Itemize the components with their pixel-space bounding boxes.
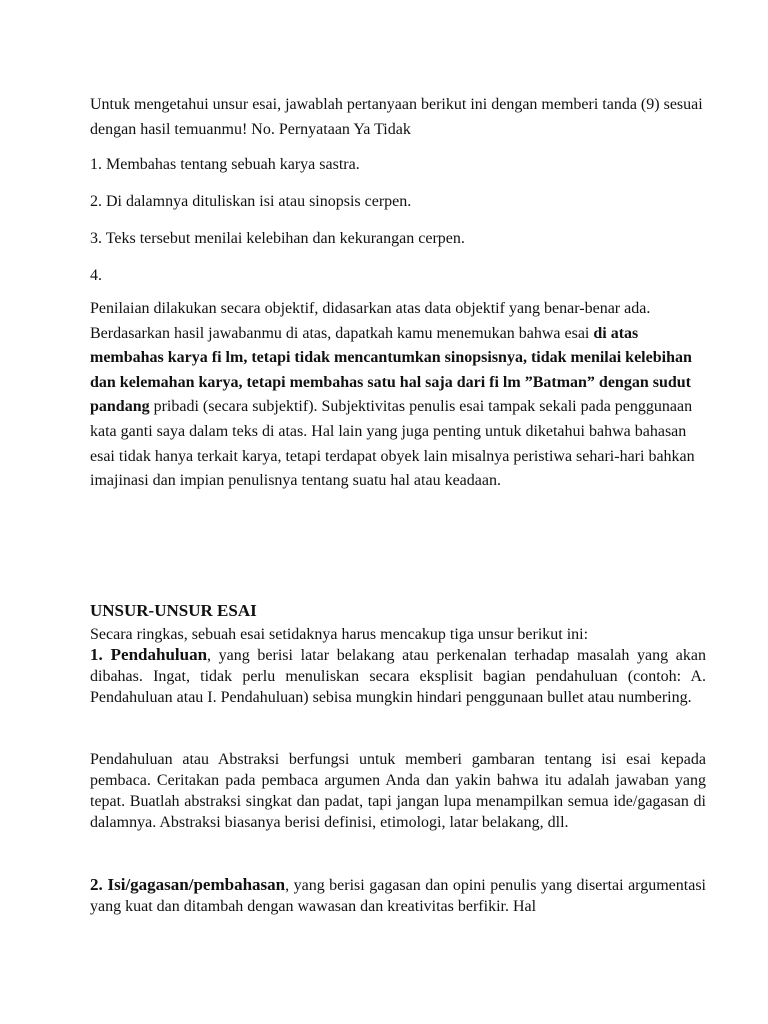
pendahuluan-heading: 1. Pendahuluan (90, 645, 208, 664)
penilaian-bold-text: di atas membahas karya fi lm, tetapi tidak mencantumkan sinopsisnya, tidak menilai kelebihan dan kelemahan karya, tetapi membahas satu hal saja dari fi lm ”Batman” dengan sudut pandang (90, 324, 692, 416)
list-item: 1. Membahas tentang sebuah karya sastra. (90, 156, 360, 173)
penilaian-paragraph (90, 297, 708, 494)
section-title: UNSUR-UNSUR ESAI (90, 601, 257, 620)
section-intro: Secara ringkas, sebuah esai setidaknya harus mencakup tiga unsur berikut ini: (90, 626, 589, 643)
pendahuluan-paragraph (90, 644, 706, 708)
penilaian-text-end: pribadi (secara subjektif). Subjektivitas penulis esai tampak sekali pada penggunaan kata ganti saya dalam teks di atas. Hal lain yang juga penting untuk diketahui bahwa bahasan esai tidak hanya terkait karya, tetapi terdapat obyek lain misalnya peristiwa sehari-hari bahkan imajinasi dan impian penulisnya tentang suatu hal atau keadaan. (90, 398, 695, 490)
abstraksi-paragraph: Pendahuluan atau Abstraksi berfungsi untuk memberi gambaran tentang isi esai kepada pembaca. Ceritakan pada pembaca argumen Anda dan yakin bahwa itu adalah jawaban yang tepat. Buatlah abstraksi singkat dan padat, tapi jangan lupa menampilkan semua ide/gagasan di dalamnya. Abstraksi biasanya berisi definisi, etimologi, latar belakang, dll. (90, 751, 706, 831)
isi-text: , yang berisi gagasan dan opini penulis yang disertai argumentasi yang kuat dan ditambah dengan wawasan dan kreativitas berfikir. Hal (90, 877, 706, 915)
list-item: 4. (90, 267, 102, 284)
list-item: 3. Teks tersebut menilai kelebihan dan kekurangan cerpen. (90, 230, 465, 247)
isi-heading: 2. Isi/gagasan/pembahasan (90, 875, 286, 894)
pendahuluan-text: , yang berisi latar belakang atau perkenalan terhadap masalah yang akan dibahas. Ingat, tidak perlu menuliskan secara eksplisit bagian pendahuluan (contoh: A. Pendahuluan atau I. Pendahuluan) sebisa mungkin hindari penggunaan bullet atau numbering. (90, 647, 706, 706)
penilaian-text-start: Penilaian dilakukan secara objektif, didasarkan atas data objektif yang benar-benar ada. Berdasarkan hasil jawabanmu di atas, dapatkah kamu menemukan bahwa esai (90, 300, 651, 342)
list-item: 2. Di dalamnya dituliskan isi atau sinopsis cerpen. (90, 193, 412, 210)
intro-paragraph: Untuk mengetahui unsur esai, jawablah pertanyaan berikut ini dengan memberi tanda (9) sesuai dengan hasil temuanmu! No. Pernyataan Ya Tidak (90, 96, 703, 138)
isi-paragraph (90, 874, 706, 917)
